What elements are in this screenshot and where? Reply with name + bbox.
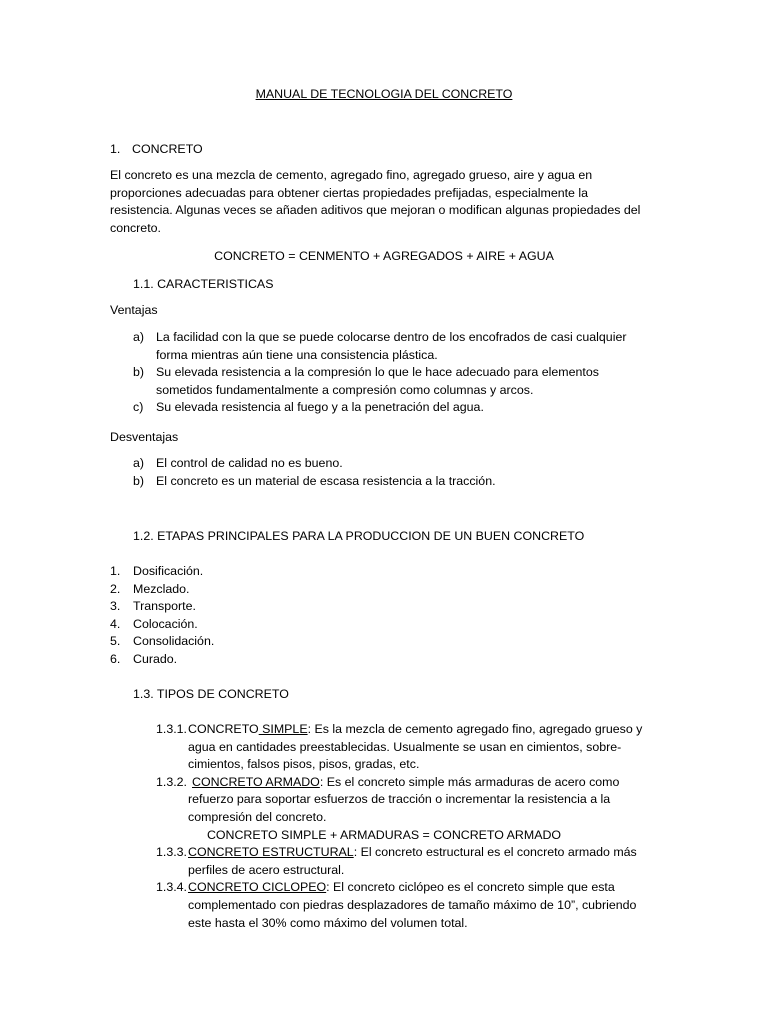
list-item-text: Mezclado. [133,581,190,596]
list-marker: 3. [110,599,121,614]
term-underlined: CONCRETO CICLOPEO [188,880,327,895]
list-item [110,455,652,473]
list-item [110,651,652,669]
list-marker: 1. [110,564,121,578]
list-item [110,598,652,616]
list-item-text: El concreto es un material de escasa resistencia a la tracción. [156,473,496,488]
list-item [110,329,652,364]
term-definition: : El concreto estructural es el concreto armado más perfiles de acero estructural. [188,845,637,877]
list-marker: b) [133,473,145,488]
section-1-1-heading: 1.1. CARACTERISTICAS [133,277,274,291]
list-item-text: Transporte. [133,599,196,614]
tipos-list [110,721,652,932]
list-item-text: Su elevada resistencia a la compresión lo que le hace adecuado para elementos sometidos fundamentalmente a compresión como columnas y arcos. [156,365,599,397]
section-1-2-heading: 1.2. ETAPAS PRINCIPALES PARA LA PRODUCCION DE UN BUEN CONCRETO [133,529,585,543]
tipo-concreto-ciclopeo [110,879,652,932]
ventajas-label: Ventajas [110,303,158,317]
term-underlined: CONCRETO ARMADO [192,774,320,789]
tipo-concreto-estructural [110,844,652,879]
term-underlined: SIMPLE [258,722,308,736]
list-marker: 1.3.3. [156,845,188,860]
formula-concreto-armado: CONCRETO SIMPLE + ARMADURAS = CONCRETO ARMADO [206,827,562,842]
list-marker: b) [133,365,145,380]
document-title: MANUAL DE TECNOLOGIA DEL CONCRETO [255,87,513,101]
list-item-text: Colocación. [133,616,198,631]
section-1-number: 1. [110,142,121,156]
list-item [110,616,652,634]
list-item-text: Curado. [133,651,178,666]
section-1-intro [110,167,652,237]
term-underlined: CONCRETO ESTRUCTURAL [188,845,354,860]
list-marker: c) [133,400,144,415]
tipo-concreto-armado [110,774,652,827]
list-marker: 1.3.2. [156,774,188,789]
list-item [110,399,652,417]
desventajas-list [110,455,652,490]
list-marker: 5. [110,634,121,649]
list-item [110,563,652,581]
section-1-heading: CONCRETO [132,142,203,156]
desventajas-label: Desventajas [110,430,179,444]
list-marker: 2. [110,581,121,596]
term-definition: : Es el concreto simple más armaduras de acero como refuerzo para soportar esfuerzos de tracción o incrementar la resistencia a la compresión del concreto. [188,774,620,824]
list-marker: 1.3.4. [156,880,188,895]
list-item-text: Consolidación. [133,634,215,649]
intro-paragraph: El concreto es una mezcla de cemento, agregado fino, agregado grueso, aire y agua en proporciones adecuadas para obtener ciertas propiedades prefijadas, especialmente la resistencia. Algunas veces se añaden aditivos que mejoran o modifican algunas propiedades del concreto. [110,168,641,235]
list-item [110,364,652,399]
list-item-text: La facilidad con la que se puede colocarse dentro de los encofrados de casi cualquier forma mientras aún tiene una consistencia plástica. [156,330,627,362]
etapas-list [110,563,652,669]
ventajas-list [110,329,652,417]
list-marker: 4. [110,616,121,631]
list-item [110,581,652,599]
section-1-3-heading: 1.3. TIPOS DE CONCRETO [133,687,289,701]
list-item [110,473,652,491]
list-item-text: El control de calidad no es bueno. [156,456,343,470]
list-marker: a) [133,330,145,344]
list-marker: a) [133,456,145,470]
term-prefix: CONCRETO [188,722,259,736]
formula-concreto: CONCRETO = CENMENTO + AGREGADOS + AIRE + AGUA [214,249,554,263]
list-item-text: Su elevada resistencia al fuego y a la penetración del agua. [156,400,484,415]
list-item [110,633,652,651]
list-marker: 1.3.1. [156,722,188,736]
list-item-text: Dosificación. [133,564,204,578]
term-definition: : Es la mezcla de cemento agregado fino, agregado grueso y agua en cantidades preestablecidas. Usualmente se usan en cimientos, sobre-cimientos, falsos pisos, pisos, gradas, etc. [188,722,643,772]
tipo-concreto-simple [110,721,652,774]
term-definition: : El concreto ciclópeo es el concreto simple que esta complementado con piedras desplazadores de tamaño máximo de 10”, cubriendo este hasta el 30% como máximo del volumen total. [188,880,637,930]
list-marker: 6. [110,651,121,666]
